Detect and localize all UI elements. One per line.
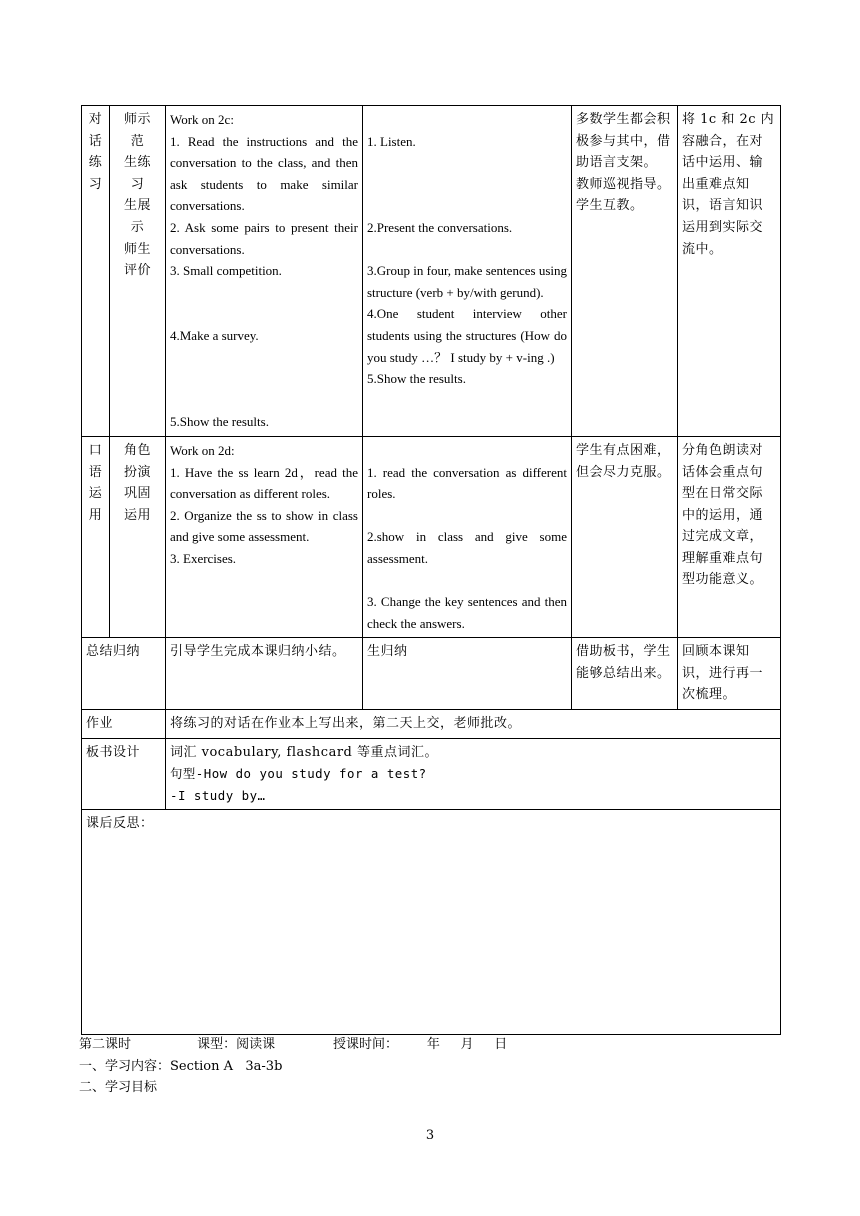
phase-label-dialogue	[82, 106, 110, 437]
student-activity-2d	[363, 436, 572, 637]
teacher-step: Work on 2d:	[170, 442, 235, 458]
next-lesson-header	[79, 1034, 779, 1099]
student-step: 3.Group in four, make sentences using structure (verb + by/with gerund).	[367, 263, 567, 300]
homework-content: 将练习的对话在作业本上写出来，第二天上交，老师批改。	[166, 710, 781, 739]
row-oral-practice	[82, 436, 781, 637]
row-dialogue-practice	[82, 106, 781, 437]
board-design-label: 板书设计	[82, 738, 166, 810]
board-design-content	[166, 738, 781, 810]
student-step: 2.show in class and give some assessment.	[367, 529, 567, 566]
student-step: 4.One student interview other students using the structures (How do you study …？ I study by + v-ing .)	[367, 306, 567, 365]
lesson-plan-table	[81, 105, 781, 1035]
student-step: 1. Listen.	[367, 133, 416, 149]
teacher-step: 1. Read the instructions and the conversation to the class, and then ask students to make similar conversations.	[170, 133, 358, 214]
step-label-dialogue	[110, 106, 166, 437]
step-text: 生展	[123, 198, 151, 214]
phase-char: 练	[88, 155, 103, 171]
design-intent-2c	[678, 106, 781, 437]
phase-char: 对	[88, 112, 103, 127]
teacher-step: 2. Ask some pairs to present their conversations.	[170, 219, 358, 257]
board-line: -I study by…	[170, 787, 266, 803]
student-step: 1. read the conversation as different roles.	[367, 464, 567, 502]
teacher-step: 2. Organize the ss to show in class and give some assessment.	[170, 507, 358, 545]
phase-label-oral	[82, 436, 110, 637]
teacher-step: 4.Make a survey.	[170, 327, 259, 343]
summary-evaluation: 借助板书，学生能够总结出来。	[572, 638, 678, 710]
evaluation-2c	[572, 106, 678, 437]
student-activity-2c	[363, 106, 572, 437]
step-text: 示	[130, 219, 145, 235]
step-text: 运用	[123, 507, 151, 523]
page-number: 3	[425, 1128, 435, 1143]
lesson-info-line: 第二课时 课型：阅读课 授课时间： 年 月 日	[79, 1037, 508, 1052]
learning-content-line: 一、学习内容：Section A 3a-3b	[79, 1058, 283, 1074]
student-step: 2.Present the conversations.	[367, 219, 513, 235]
board-line: 词汇 vocabulary, flashcard 等重点词汇。	[170, 744, 438, 760]
evaluation-text: 多数学生都会积极参与其中，借助语言支架。	[576, 112, 671, 171]
row-reflection	[82, 810, 781, 1035]
teacher-step: 3. Small competition.	[170, 263, 282, 279]
step-text: 师生	[123, 241, 151, 257]
evaluation-text: 学生有点困难，但会尽力克服。	[576, 442, 671, 480]
intent-text: 分角色朗读对话体会重点句型在日常交际中的运用，通过完成文章，理解重难点句型功能意义。	[682, 442, 764, 588]
teacher-step: 3. Exercises.	[170, 550, 237, 566]
evaluation-text: 教师巡视指导。	[576, 176, 671, 192]
step-text: 生练	[123, 155, 151, 171]
step-text: 师示	[123, 112, 151, 127]
teacher-step: 5.Show the results.	[170, 414, 269, 430]
row-board-design	[82, 738, 781, 810]
step-text: 习	[130, 176, 145, 192]
summary-intent: 回顾本课知识，进行再一次梳理。	[678, 638, 781, 710]
summary-label: 总结归纳	[82, 638, 166, 710]
design-intent-2d	[678, 436, 781, 637]
step-text: 范	[130, 133, 145, 149]
row-homework	[82, 710, 781, 739]
student-step: 5.Show the results.	[367, 371, 466, 387]
phase-char: 习	[88, 176, 103, 192]
phase-char: 用	[88, 507, 103, 523]
step-text: 扮演	[123, 464, 151, 480]
teacher-activity-2c	[166, 106, 363, 437]
phase-char: 运	[88, 486, 103, 502]
reflection-cell: 课后反思：	[82, 810, 781, 1035]
row-summary	[82, 638, 781, 710]
board-line: 句型-How do you study for a test?	[170, 766, 427, 782]
step-text: 评价	[123, 263, 151, 279]
learning-goals-line: 二、学习目标	[79, 1080, 158, 1096]
phase-char: 语	[88, 464, 103, 480]
intent-text: 将 1c 和 2c 内容融合，在对话中运用、输出重难点知识，语言知识运用到实际交流中。	[682, 112, 775, 257]
evaluation-2d	[572, 436, 678, 637]
summary-teacher: 引导学生完成本课归纳小结。	[166, 638, 363, 710]
summary-student: 生归纳	[363, 638, 572, 710]
step-text: 巩固	[123, 486, 151, 502]
teacher-step: 1. Have the ss learn 2d，read the conversation as different roles.	[170, 464, 358, 502]
phase-char: 话	[88, 133, 103, 149]
evaluation-text: 学生互教。	[576, 198, 644, 214]
homework-label: 作业	[82, 710, 166, 739]
step-label-oral	[110, 436, 166, 637]
student-step: 3. Change the key sentences and then check the answers.	[367, 594, 567, 631]
phase-char: 口	[88, 442, 103, 458]
teacher-activity-2d	[166, 436, 363, 637]
teacher-step: Work on 2c:	[170, 112, 234, 127]
step-text: 角色	[123, 442, 151, 458]
